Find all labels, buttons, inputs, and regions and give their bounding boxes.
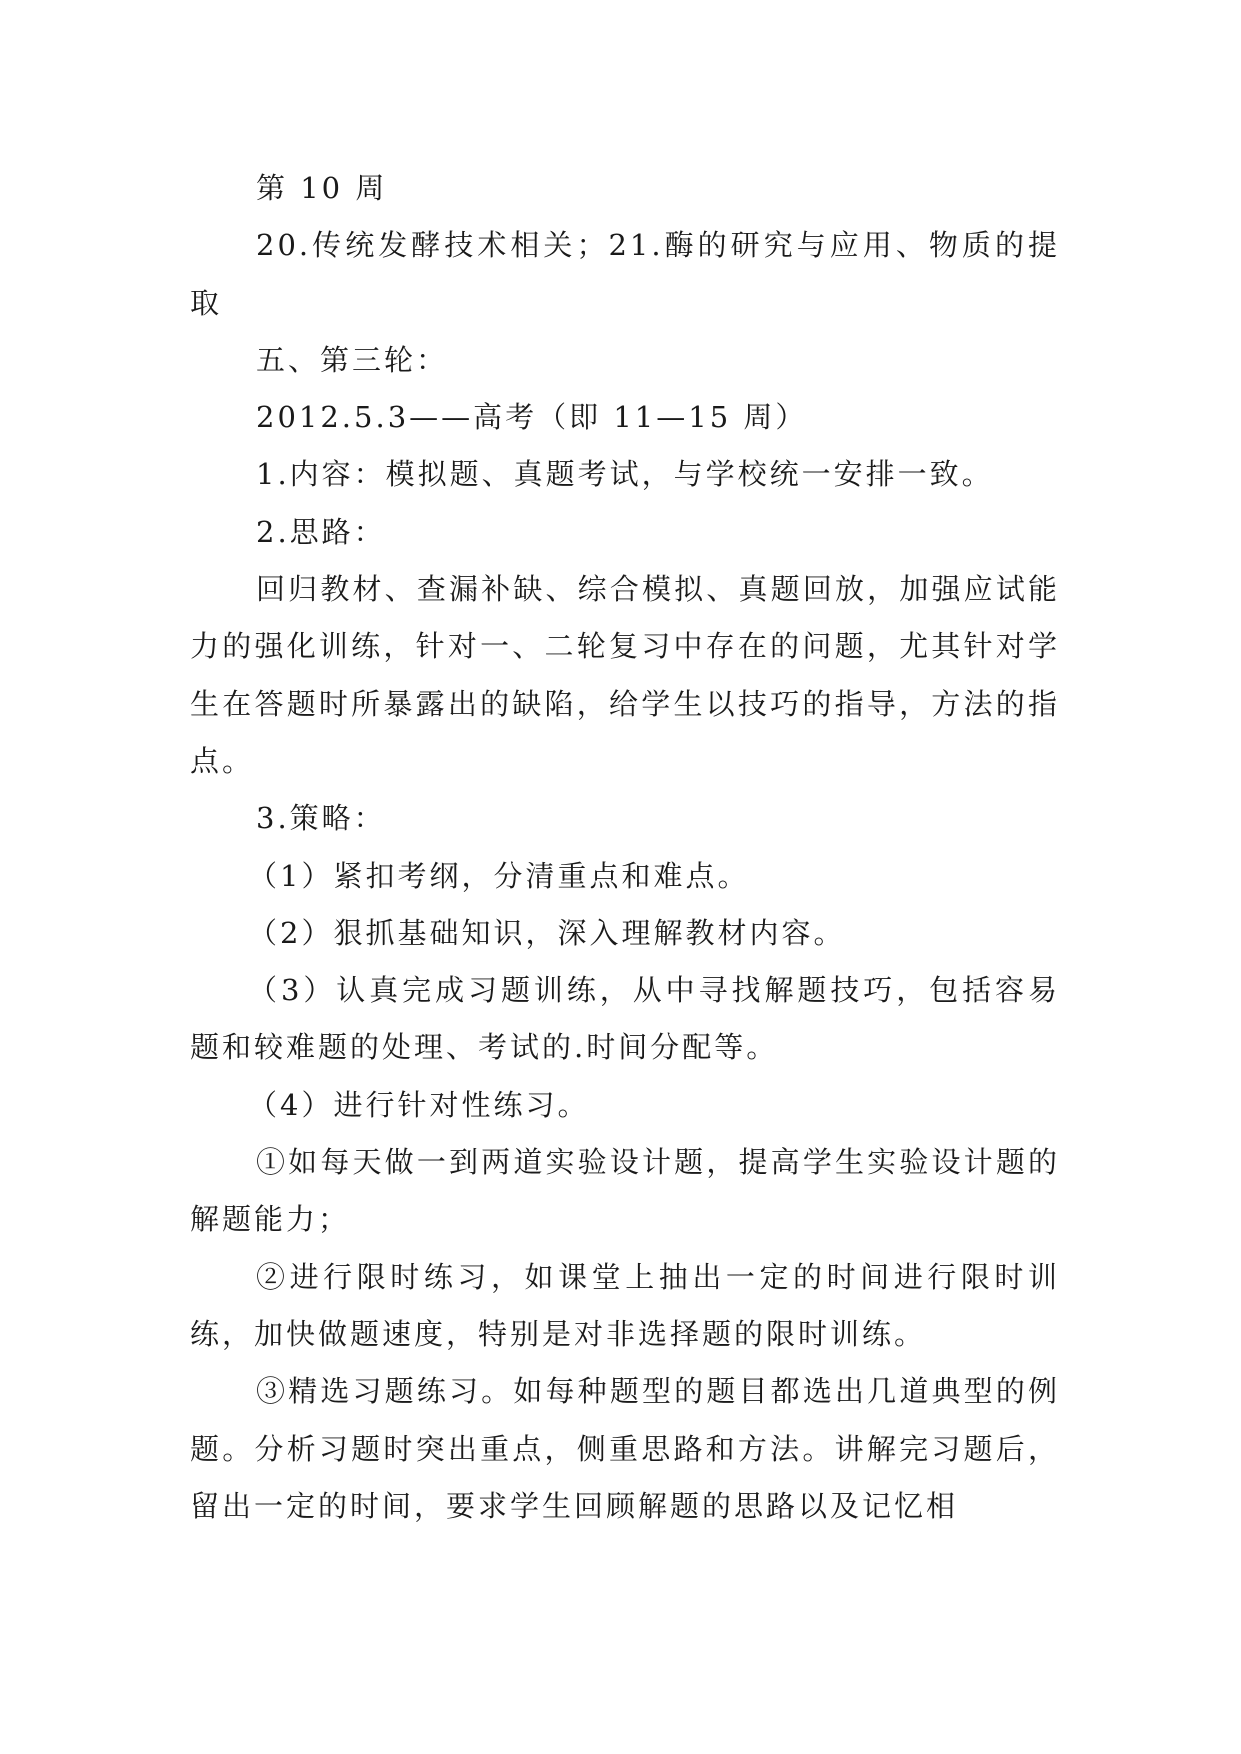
section-heading-round-three: 五、第三轮： — [256, 342, 449, 377]
week-heading: 第 10 周 — [256, 171, 388, 205]
practice-item-2: ②进行限时练习，如课堂上抽出一定的时间进行限时训练，加快做题速度，特别是对非选择题的限时训练。 — [190, 1259, 1060, 1351]
content-item: 1.内容：模拟题、真题考试，与学校统一安排一致。 — [256, 457, 994, 492]
approach-heading: 2.思路： — [256, 514, 386, 549]
date-range: 2012.5.3——高考（即 11—15 周） — [256, 400, 808, 435]
practice-item-3: ③精选习题练习。如每种题型的题目都选出几道典型的例题。分析习题时突出重点，侧重思路和方法。讲解完习题后，留出一定的时间，要求学生回顾解题的思路以及记忆相 — [190, 1374, 1060, 1523]
strategy-item-3: （3）认真完成习题训练，从中寻找解题技巧，包括容易题和较难题的处理、考试的.时间分配等。 — [190, 973, 1060, 1065]
strategy-item-4: （4）进行针对性练习。 — [248, 1087, 590, 1122]
practice-item-1: ①如每天做一到两道实验设计题，提高学生实验设计题的解题能力； — [190, 1145, 1060, 1237]
strategy-heading: 3.策略： — [256, 801, 386, 836]
strategy-item-1: （1）紧扣考纲，分清重点和难点。 — [248, 858, 750, 893]
strategy-item-2: （2）狠抓基础知识，深入理解教材内容。 — [248, 915, 846, 950]
approach-paragraph: 回归教材、查漏补缺、综合模拟、真题回放，加强应试能力的强化训练，针对一、二轮复习中存在的问题，尤其针对学生在答题时所暴露出的缺陷，给学生以技巧的指导，方法的指点。 — [190, 572, 1060, 778]
week-topics: 20.传统发酵技术相关；21.酶的研究与应用、物质的提取 — [190, 228, 1060, 320]
document-body — [190, 160, 1060, 1535]
